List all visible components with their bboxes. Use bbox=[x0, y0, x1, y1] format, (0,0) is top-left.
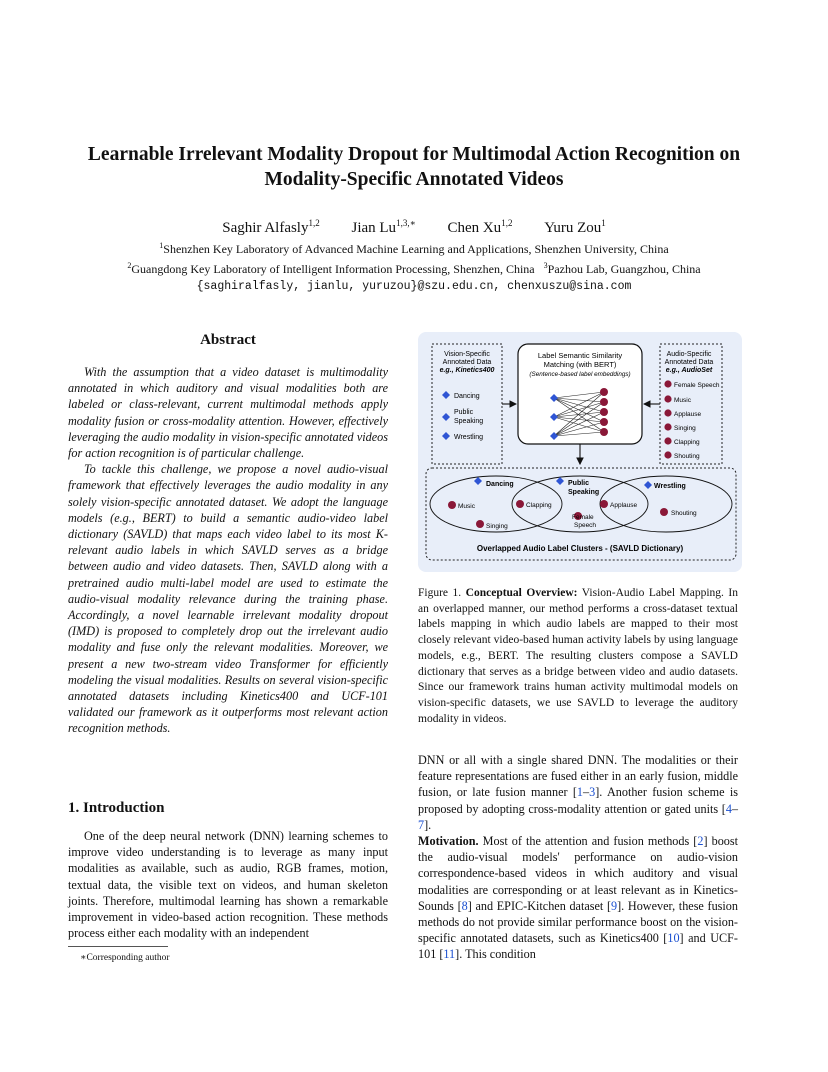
author: Yuru Zou$^1$ bbox=[544, 218, 606, 236]
cluster-music: Music bbox=[458, 503, 475, 510]
affiliation-2-3: $^2$Guangdong Key Laboratory of Intelligent Information Processing, Shenzhen, China $^3$Pazhou Lab, Guangzhou, China bbox=[127, 261, 701, 276]
citation-link[interactable]: 11 bbox=[443, 947, 456, 962]
right-column-body bbox=[418, 752, 738, 963]
label-applause: Applause bbox=[674, 411, 702, 418]
label-music: Music bbox=[674, 397, 691, 404]
paragraph-fusion: DNN or all with a single shared DNN. The modalities or their feature representations are fused either in an early fusion, middle fusion, or late fusion manner [1–3]. Another fusion scheme is proposed by adopting cross-modality attention or gated units [4–7]. bbox=[418, 753, 738, 832]
author: Chen Xu$^{1,2}$ bbox=[447, 218, 513, 236]
audio-box-line2: Annotated Data bbox=[664, 359, 714, 366]
circle-icon bbox=[600, 500, 608, 508]
vision-labels bbox=[442, 391, 483, 441]
label-public: Public bbox=[454, 409, 474, 416]
label-dancing: Dancing bbox=[454, 393, 480, 400]
citation-link[interactable]: 2 bbox=[697, 834, 704, 849]
circle-icon bbox=[660, 508, 668, 516]
cluster-label-wrestling: Wrestling bbox=[654, 483, 686, 490]
label-speaking: Speaking bbox=[454, 418, 484, 425]
title-line-2: Modality-Specific Annotated Videos bbox=[264, 169, 564, 190]
citation-link[interactable]: 7 bbox=[418, 817, 425, 832]
circle-icon bbox=[600, 398, 608, 406]
paragraph-motivation: Motivation. Most of the attention and fusion methods [2] boost the audio-visual models' performance on audio-vision correspondence-based videos in which auditory and visual modalities are corresponding or at least relevant as in Kinetics-Sounds [8] and EPIC-Kitchen dataset [9]. However, these fusion methods do not provide similar performance boost on the vision-specific annotated datasets, such as Kinetics400 [10] and UCF-101 [11]. This condition bbox=[418, 834, 739, 962]
circle-icon bbox=[476, 520, 484, 528]
audio-box-line3: e.g., AudioSet bbox=[665, 367, 713, 374]
author: Jian $Lu^{1,3,∗}$ bbox=[351, 218, 416, 236]
diamond-icon bbox=[644, 481, 652, 489]
circle-icon bbox=[600, 408, 608, 416]
citation-link[interactable]: 10 bbox=[667, 931, 680, 946]
figure-1-caption: Figure 1. Conceptual Overview: Vision-Audio Label Mapping. In an overlapped manner, our method performs a cross-dataset textual labels mapping in which audio labels are mapped to their most closely relevant video-based human activity labels by using language models, e.g., BERT. The resulting clusters compose a SAVLD dictionary that serves as a bridge between video and audio datasets. Since our framework trains human activity multimodal models on vision-specific datasets, we use SAVLD to leverage the auditory modality in videos. bbox=[418, 587, 738, 725]
footnote: ∗Corresponding author bbox=[80, 953, 170, 963]
cluster-clapping: Clapping bbox=[526, 502, 552, 509]
circle-icon bbox=[600, 388, 608, 396]
circle-icon bbox=[600, 428, 608, 436]
footnote-rule bbox=[68, 946, 168, 947]
circle-icon bbox=[664, 395, 671, 402]
citation-link[interactable]: 3 bbox=[589, 785, 596, 800]
citation-link[interactable]: 8 bbox=[461, 898, 468, 913]
cluster-applause: Applause bbox=[610, 502, 638, 509]
cluster-label-dancing: Dancing bbox=[486, 481, 514, 488]
cluster-female: Female bbox=[572, 514, 594, 521]
diamond-icon bbox=[442, 432, 450, 440]
bert-line1: Label Semantic Similarity bbox=[537, 351, 623, 360]
circle-icon bbox=[664, 437, 671, 444]
circle-icon bbox=[664, 409, 671, 416]
cluster-label-public: Public bbox=[568, 480, 590, 487]
author-list bbox=[40, 218, 788, 237]
diamond-icon bbox=[556, 477, 564, 485]
figure-1 bbox=[418, 332, 742, 572]
diamond-icon bbox=[474, 477, 482, 485]
author: Saghir Alfasly$^{1,2}$ bbox=[222, 218, 320, 236]
bert-line3: (Sentence-based label embeddings) bbox=[529, 371, 631, 378]
label-female-speech: Female Speech bbox=[674, 382, 720, 389]
circle-icon bbox=[664, 423, 671, 430]
citation-link[interactable]: 4 bbox=[725, 801, 732, 816]
savld-label: Overlapped Audio Label Clusters - (SAVLD Dictionary) bbox=[476, 544, 684, 553]
section-heading-introduction: 1. Introduction bbox=[68, 800, 165, 816]
diamond-icon bbox=[442, 413, 450, 421]
label-clapping: Clapping bbox=[674, 439, 700, 446]
circle-icon bbox=[664, 451, 671, 458]
title-line-1: Learnable Irrelevant Modality Dropout for Multimodal Action Recognition on bbox=[87, 144, 741, 165]
author-emails: {saghiralfasly, jianlu, yuruzou}@szu.edu.cn, chenxuszu@sina.com bbox=[196, 280, 632, 293]
abstract-paragraph: To tackle this challenge, we propose a novel audio-visual framework that effectively leverages the audio modality in any solely vision-specific annotated dataset. We adopt the language models (e.g., BERT) to build a semantic audio-video label dictionary (SAVLD) that maps each video label to its most K-relevant audio labels in which SAVLD serves as a bridge between audio and video datasets. Then, SAVLD along with a pretrained audio multi-label model are used to estimate the audio-visual modality relevance during the training phase. Accordingly, a novel learnable irrelevant modality dropout (IMD) is proposed to completely drop out the irrelevant audio modality and fuse only the relevant modalities. Moreover, we present a new two-stream video Transformer for efficiently modeling the visual modalities. Results on several vision-specific annotated datasets including Kinetics400 and UCF-101 validated our framework as it outperforms most relevant action recognition methods. bbox=[68, 462, 388, 736]
label-shouting: Shouting bbox=[674, 453, 700, 460]
label-wrestling: Wrestling bbox=[454, 434, 484, 441]
vision-box-line2: Annotated Data bbox=[442, 359, 492, 366]
cluster-shouting: Shouting bbox=[671, 510, 697, 517]
vision-box-line3: e.g., Kinetics400 bbox=[439, 367, 495, 374]
bert-line2: Matching (with BERT) bbox=[543, 360, 617, 369]
paper-title bbox=[40, 142, 788, 192]
circle-icon bbox=[516, 500, 524, 508]
figure-1-diagram bbox=[418, 332, 742, 572]
audio-labels bbox=[664, 380, 720, 460]
circle-icon bbox=[664, 380, 671, 387]
abstract-body bbox=[68, 364, 388, 737]
circle-icon bbox=[448, 501, 456, 509]
cluster-label-speaking: Speaking bbox=[568, 489, 600, 496]
introduction-body bbox=[68, 828, 388, 941]
abstract-paragraph: With the assumption that a video dataset is multimodality annotated in which auditory and visual modalities both are labeled or class-relevant, current multimodal methods apply modality fusion or cross-modality attention. However, effectively leveraging the audio modality in vision-specific annotated videos for action recognition is of particular challenge. bbox=[68, 365, 388, 461]
intro-paragraph: One of the deep neural network (DNN) learning schemes to improve video understanding is to leverage as many input modalities as available, such as audio, RGB frames, motion, textual data, the visible text on videos, and human skeleton joints. Therefore, multimodal learning has shown a remarkable improvement in video-based action recognition. These methods process either each modality with an independent bbox=[68, 829, 388, 941]
cluster-singing: Singing bbox=[486, 523, 508, 530]
circle-icon bbox=[600, 418, 608, 426]
cluster-speech: Speech bbox=[574, 522, 597, 529]
vision-box-line1: Vision-Specific bbox=[444, 351, 490, 358]
affiliation-1: $^1$Shenzhen Key Laboratory of Advanced Machine Learning and Applications, Shenzhen University, China bbox=[159, 241, 669, 256]
label-singing: Singing bbox=[674, 425, 696, 432]
audio-box-line1: Audio-Specific bbox=[666, 351, 712, 358]
abstract-heading: Abstract bbox=[200, 332, 256, 348]
diamond-icon bbox=[442, 391, 450, 399]
citation-link[interactable]: 9 bbox=[611, 898, 618, 913]
citation-link[interactable]: 1 bbox=[576, 785, 584, 800]
